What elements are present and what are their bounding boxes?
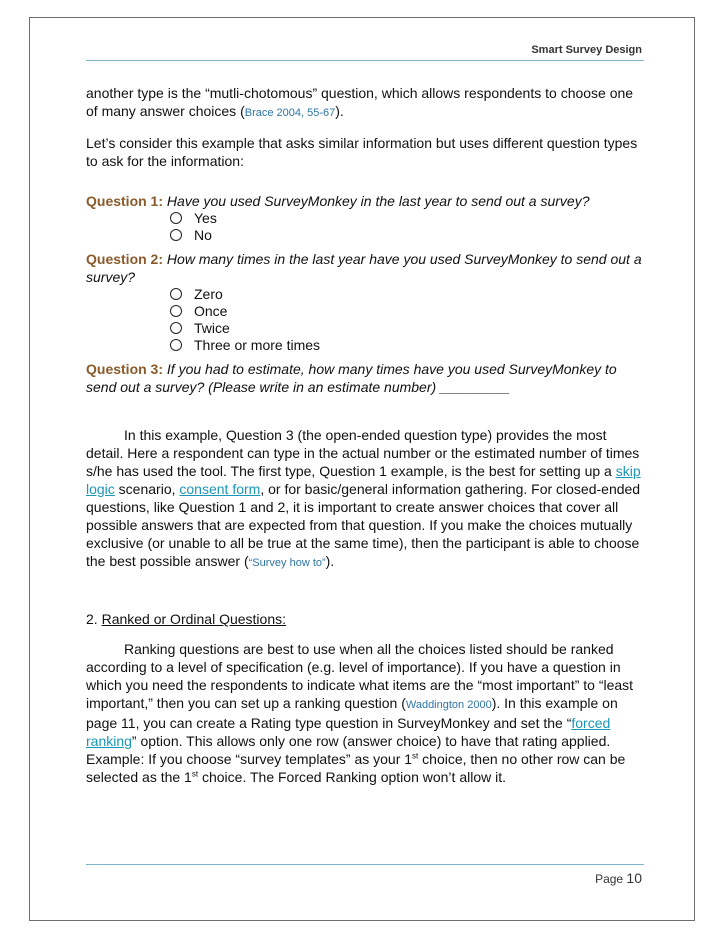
question-1-label: Question 1 bbox=[86, 193, 159, 209]
consent-form-link[interactable]: consent form bbox=[179, 481, 261, 497]
question-1: Question 1: Have you used SurveyMonkey in the last year to send out a survey? bbox=[86, 193, 590, 209]
forced-ranking-link[interactable]: forced ranking bbox=[86, 715, 611, 749]
citation-waddington: Waddington 2000 bbox=[405, 699, 492, 711]
choice-no[interactable]: No bbox=[170, 227, 646, 244]
question-3-label: Question 3: bbox=[86, 361, 164, 377]
ranking-paragraph: Ranking questions are best to use when all the choices listed should be ranked according to a level of specification (e.g. level of importance). If you have a question in which you need the respondents to indicate what items are the “most important” to “least important,” then you can set up a ranking question (Waddington 2000). In this example on page 11, you can create a Rating type question in SurveyMonkey and set the “forced ranking” option. This allows only one row (answer choice) to have that rating applied. Example: If you choose “survey templates” as your 1st choice, then no other row can be selected as the 1st choice. The Forced Ranking option won’t allow it. bbox=[86, 641, 634, 785]
header-title: Smart Survey Design bbox=[531, 44, 642, 56]
radio-icon[interactable] bbox=[170, 229, 182, 241]
header-divider bbox=[86, 60, 644, 61]
intro-paragraph-2: Let’s consider this example that asks similar information but uses different question types to ask for the information: bbox=[86, 135, 638, 169]
citation-survey-how-to: “Survey how to” bbox=[248, 557, 326, 569]
question-2-label: Question 2 bbox=[86, 251, 159, 267]
page-number: Page 10 bbox=[595, 870, 642, 886]
radio-icon[interactable] bbox=[170, 322, 182, 334]
radio-icon[interactable] bbox=[170, 288, 182, 300]
choice-zero[interactable]: Zero bbox=[170, 286, 646, 303]
choice-twice[interactable]: Twice bbox=[170, 320, 646, 337]
choice-yes[interactable]: Yes bbox=[170, 210, 646, 227]
choice-once[interactable]: Once bbox=[170, 303, 646, 320]
question-3 bbox=[86, 360, 646, 396]
citation-brace: Brace 2004, 55-67 bbox=[244, 107, 336, 119]
section-2-heading: 2. Ranked or Ordinal Questions: bbox=[86, 611, 287, 627]
question-2-text: How many times in the last year have you used SurveyMonkey to send out a survey? bbox=[86, 251, 642, 285]
section-2-title: Ranked or Ordinal Questions: bbox=[101, 611, 287, 627]
question-2: Question 2: How many times in the last year have you used SurveyMonkey to send out a survey? bbox=[86, 251, 642, 285]
question-1-choices bbox=[86, 210, 646, 244]
radio-icon[interactable] bbox=[170, 305, 182, 317]
explanation-paragraph: In this example, Question 3 (the open-ended question type) provides the most detail. Here a respondent can type in the actual number or the estimated number of times s/he has used the tool. The first type, Question 1 example, is the best for setting up a skip logic scenario, consent form, or for basic/general information gathering. For closed-ended questions, like Question 1 and 2, it is important to create answer choices that cover all possible answers that are expected from that question. If you make the choices mutually exclusive (or unable to all be true at the same time), then the participant is able to choose the best possible answer (“Survey how to”). bbox=[86, 427, 641, 569]
radio-icon[interactable] bbox=[170, 212, 182, 224]
question-1-text: Have you used SurveyMonkey in the last year to send out a survey? bbox=[166, 193, 590, 209]
question-2-choices bbox=[86, 286, 646, 354]
footer-divider bbox=[86, 864, 644, 865]
question-3-text: If you had to estimate, how many times have you used SurveyMonkey to send out a survey? (Please write in an estimate number) _________ bbox=[86, 361, 617, 395]
choice-three-or-more[interactable]: Three or more times bbox=[170, 337, 646, 354]
radio-icon[interactable] bbox=[170, 339, 182, 351]
page-content bbox=[86, 84, 646, 786]
skip-logic-link[interactable]: skip logic bbox=[86, 463, 641, 497]
intro-paragraph-1: another type is the “mutli-chotomous” question, which allows respondents to choose one of many answer choices (Brace 2004, 55-67). bbox=[86, 85, 634, 119]
